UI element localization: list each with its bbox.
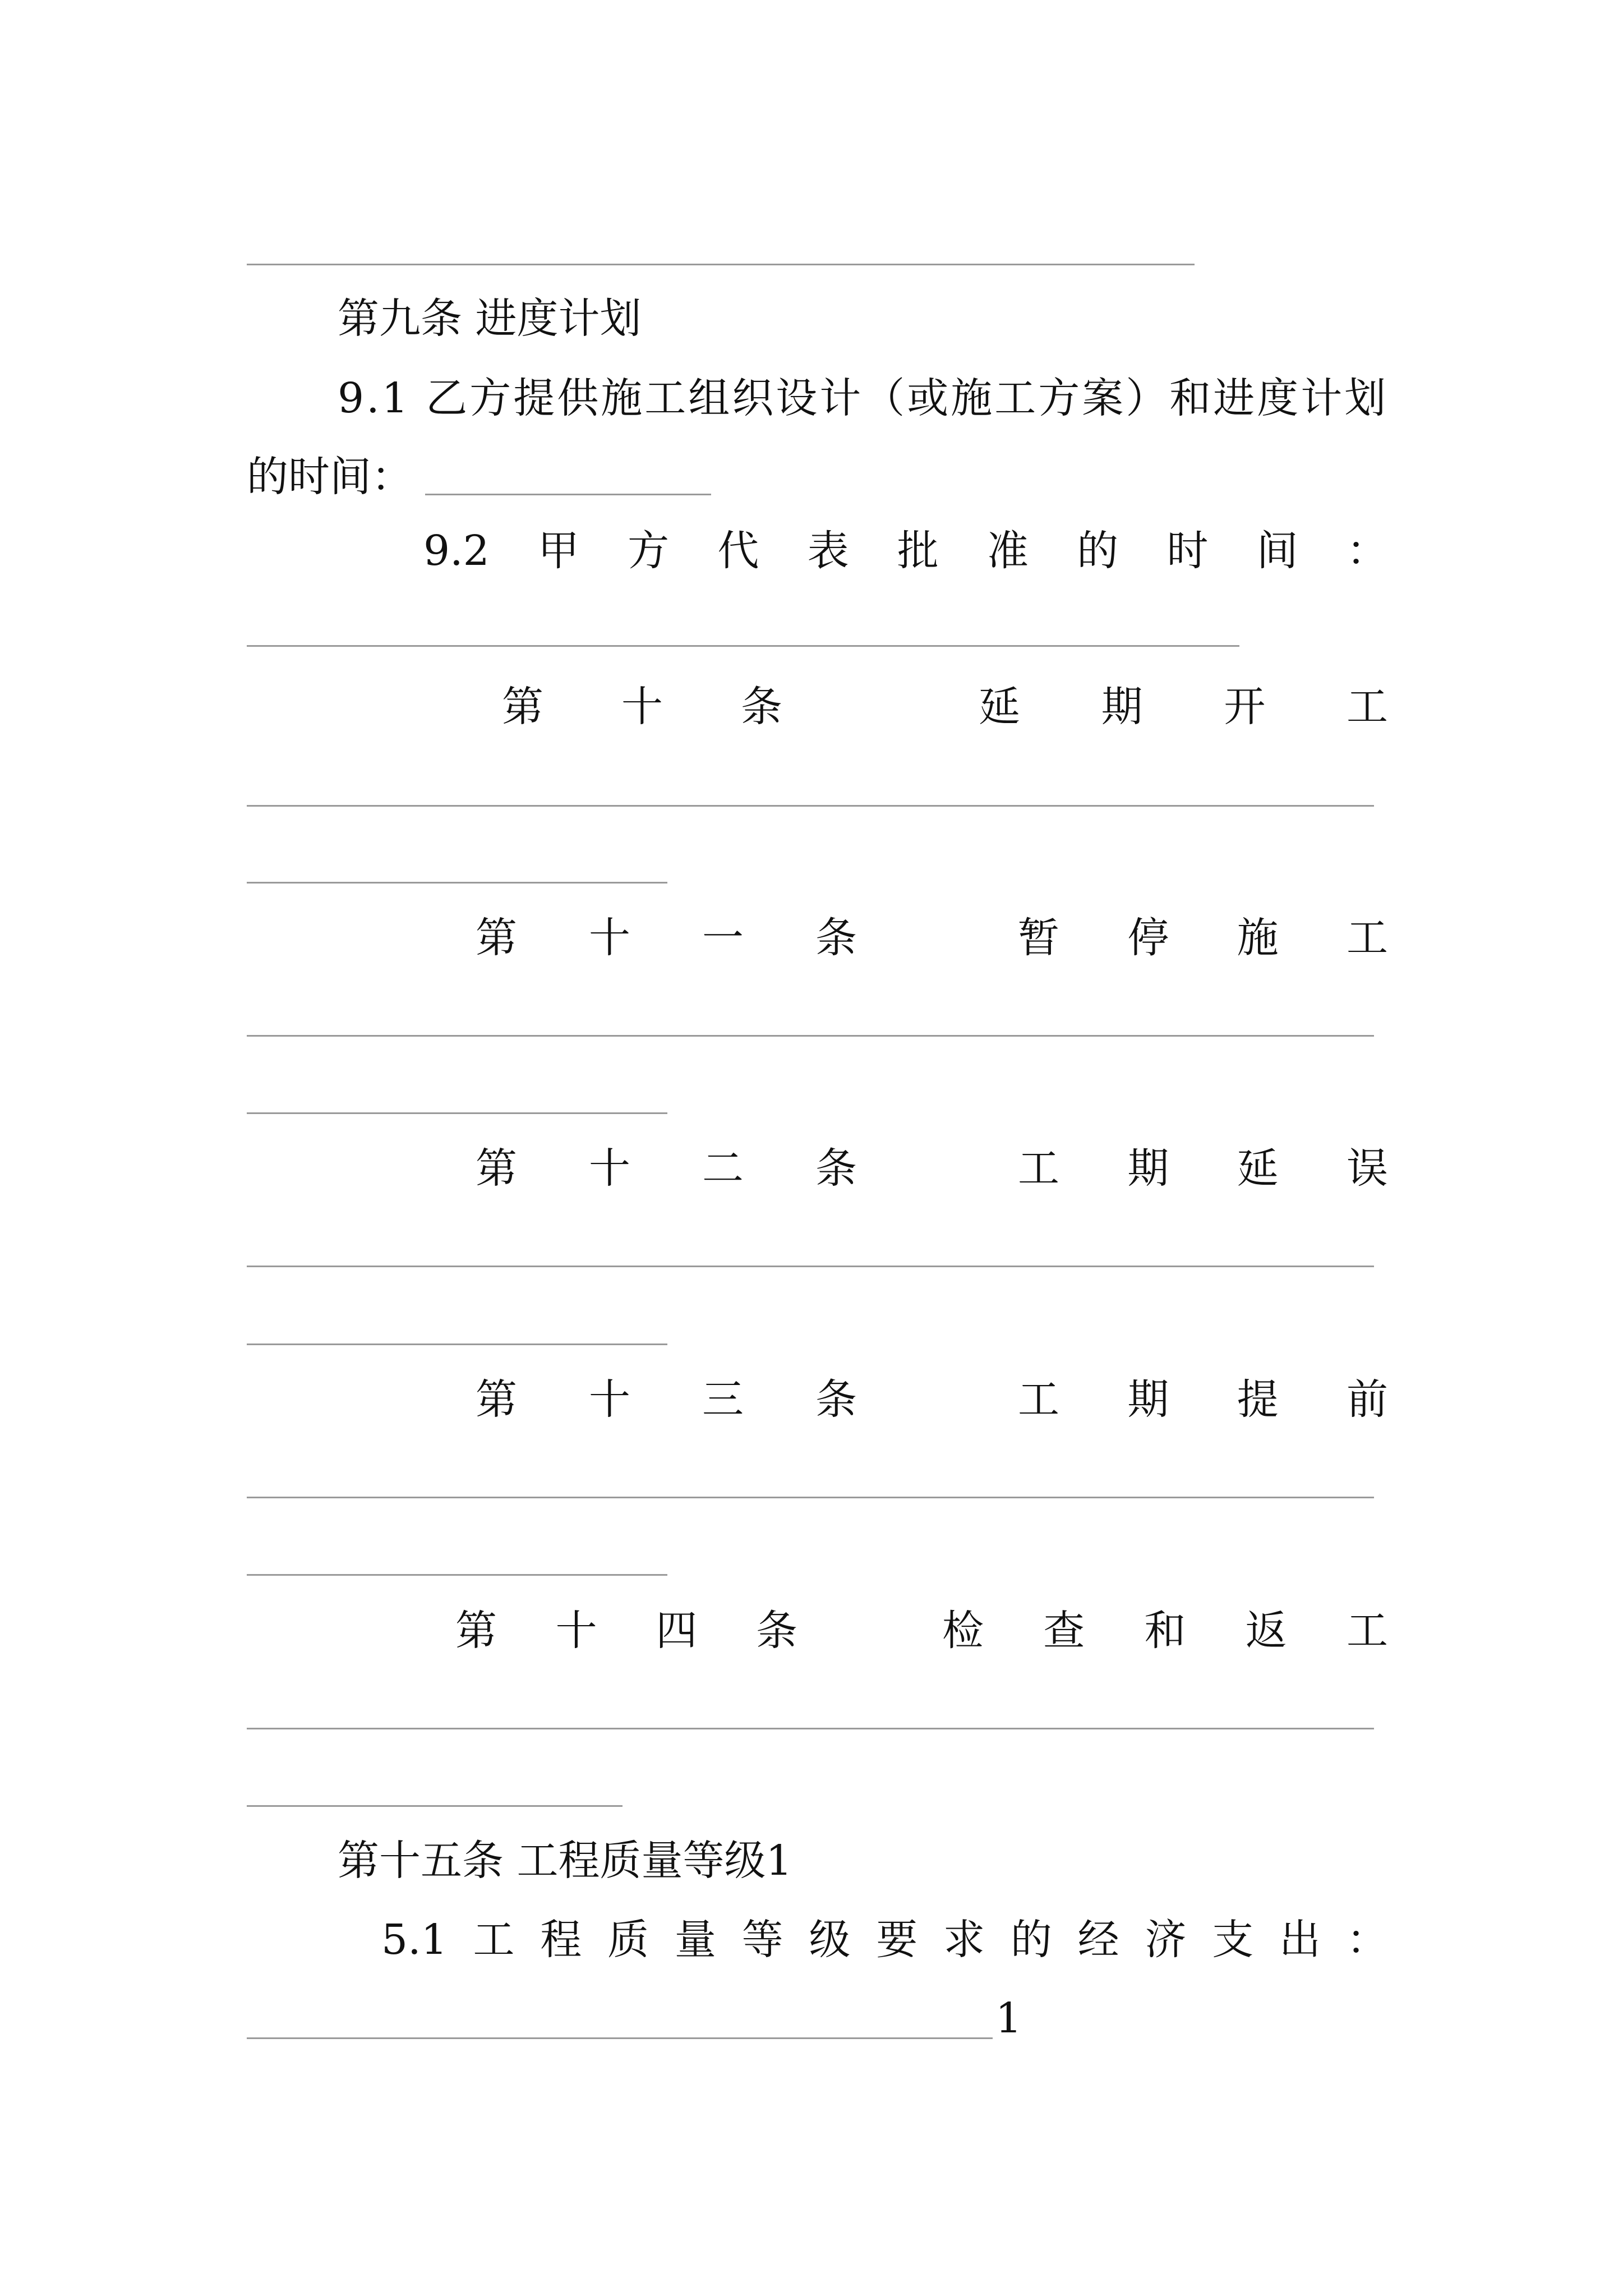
fill-in-blank-line	[247, 1112, 667, 1114]
heading-char: 查	[1043, 1607, 1085, 1655]
article-14-heading-left	[455, 1603, 797, 1659]
article-10-heading-left	[502, 679, 782, 735]
heading-char: 第	[455, 1607, 497, 1655]
text-char: 时	[1166, 527, 1209, 575]
text-char: 的	[1010, 1916, 1052, 1964]
text-char: 批	[897, 527, 939, 575]
heading-char: 前	[1346, 1375, 1388, 1424]
text-char: 表	[807, 527, 849, 575]
text-char: 济	[1145, 1916, 1187, 1964]
text-char: 质	[607, 1916, 649, 1964]
item-5-1-text	[381, 1912, 1388, 1968]
text-char: 支	[1212, 1916, 1254, 1964]
text-char: 工	[473, 1916, 515, 1964]
article-13-heading-right	[1018, 1372, 1388, 1428]
fill-in-blank-line	[247, 882, 667, 884]
fill-in-blank-line	[247, 264, 1195, 265]
fill-in-blank-line	[247, 1497, 1374, 1498]
heading-char: 工	[1346, 914, 1388, 962]
text-char: 甲	[537, 527, 579, 575]
heading-char: 二	[702, 1144, 744, 1193]
text-char: 准	[987, 527, 1029, 575]
heading-char: 工	[1347, 1607, 1388, 1655]
heading-char: 提	[1237, 1375, 1279, 1424]
text-char: 量	[674, 1916, 716, 1964]
heading-char: 条	[741, 683, 782, 731]
text-char: 代	[717, 527, 759, 575]
heading-char: 条	[815, 1144, 857, 1193]
text-char: 程	[540, 1916, 582, 1964]
heading-char: 检	[942, 1607, 984, 1655]
heading-char: 停	[1127, 914, 1169, 962]
heading-char: 条	[755, 1607, 797, 1655]
heading-char: 工	[1346, 683, 1388, 731]
heading-char: 工	[1018, 1144, 1059, 1193]
item-number: 5.1	[381, 1916, 448, 1964]
item-9-1-text: 9.1 乙方提供施工组织设计（或施工方案）和进度计划	[338, 374, 1389, 422]
article-13-heading-left	[476, 1372, 857, 1428]
fill-in-blank-line	[247, 645, 1239, 647]
article-12-heading-right	[1018, 1140, 1388, 1197]
item-number: 9.2	[423, 527, 490, 575]
article-11-heading-right	[1018, 910, 1388, 966]
heading-char: 和	[1144, 1607, 1186, 1655]
fill-in-blank-line	[247, 1574, 667, 1576]
text-char: 间	[1256, 527, 1298, 575]
heading-char: 返	[1245, 1607, 1287, 1655]
text-char: ：	[1346, 1916, 1388, 1964]
page-number: 1	[995, 1994, 1022, 2042]
text-char: 求	[943, 1916, 985, 1964]
heading-char: 工	[1018, 1375, 1059, 1424]
heading-char: 期	[1127, 1144, 1169, 1193]
fill-in-blank-line	[247, 2037, 993, 2039]
fill-in-blank-line	[247, 1343, 667, 1345]
heading-char: 三	[702, 1375, 744, 1424]
heading-char: 期	[1127, 1375, 1169, 1424]
item-9-1-text-continued: 的时间：	[247, 453, 413, 501]
heading-char: 误	[1346, 1144, 1388, 1193]
heading-char: 四	[656, 1607, 698, 1655]
heading-char: 十	[621, 683, 663, 731]
heading-char: 开	[1224, 683, 1266, 731]
heading-char: 十	[589, 914, 630, 962]
heading-char: 十	[555, 1607, 597, 1655]
heading-char: 延	[979, 683, 1020, 731]
article-10-heading-right	[979, 679, 1388, 735]
article-9-title: 第九条 进度计划	[338, 295, 642, 343]
heading-char: 条	[815, 1375, 857, 1424]
text-char: 经	[1077, 1916, 1119, 1964]
heading-char: 第	[476, 914, 517, 962]
fill-in-blank-line	[247, 1805, 623, 1807]
fill-in-blank-line	[247, 1035, 1374, 1037]
heading-char: 第	[476, 1144, 517, 1193]
text-char: 要	[876, 1916, 918, 1964]
text-char: 的	[1077, 527, 1119, 575]
article-14-heading-right	[942, 1603, 1388, 1659]
text-char: ：	[1346, 527, 1388, 575]
fill-in-blank-line	[247, 1728, 1374, 1729]
heading-char: 期	[1101, 683, 1143, 731]
heading-char: 十	[589, 1144, 630, 1193]
text-char: 等	[741, 1916, 783, 1964]
heading-char: 十	[589, 1375, 630, 1424]
text-char: 方	[628, 527, 670, 575]
item-9-2-text	[423, 523, 1388, 579]
heading-char: 施	[1237, 914, 1279, 962]
text-char: 出	[1279, 1916, 1321, 1964]
heading-char: 暂	[1018, 914, 1059, 962]
fill-in-blank-line	[247, 805, 1374, 807]
heading-char: 第	[502, 683, 543, 731]
text-char: 级	[809, 1916, 851, 1964]
heading-char: 一	[702, 914, 744, 962]
article-11-heading-left	[476, 910, 857, 966]
heading-char: 条	[815, 914, 857, 962]
fill-in-blank-line	[425, 494, 711, 495]
heading-char: 第	[476, 1375, 517, 1424]
article-12-heading-left	[476, 1140, 857, 1197]
heading-char: 延	[1237, 1144, 1279, 1193]
fill-in-blank-line	[247, 1266, 1374, 1267]
article-15-title: 第十五条 工程质量等级1	[338, 1837, 792, 1885]
